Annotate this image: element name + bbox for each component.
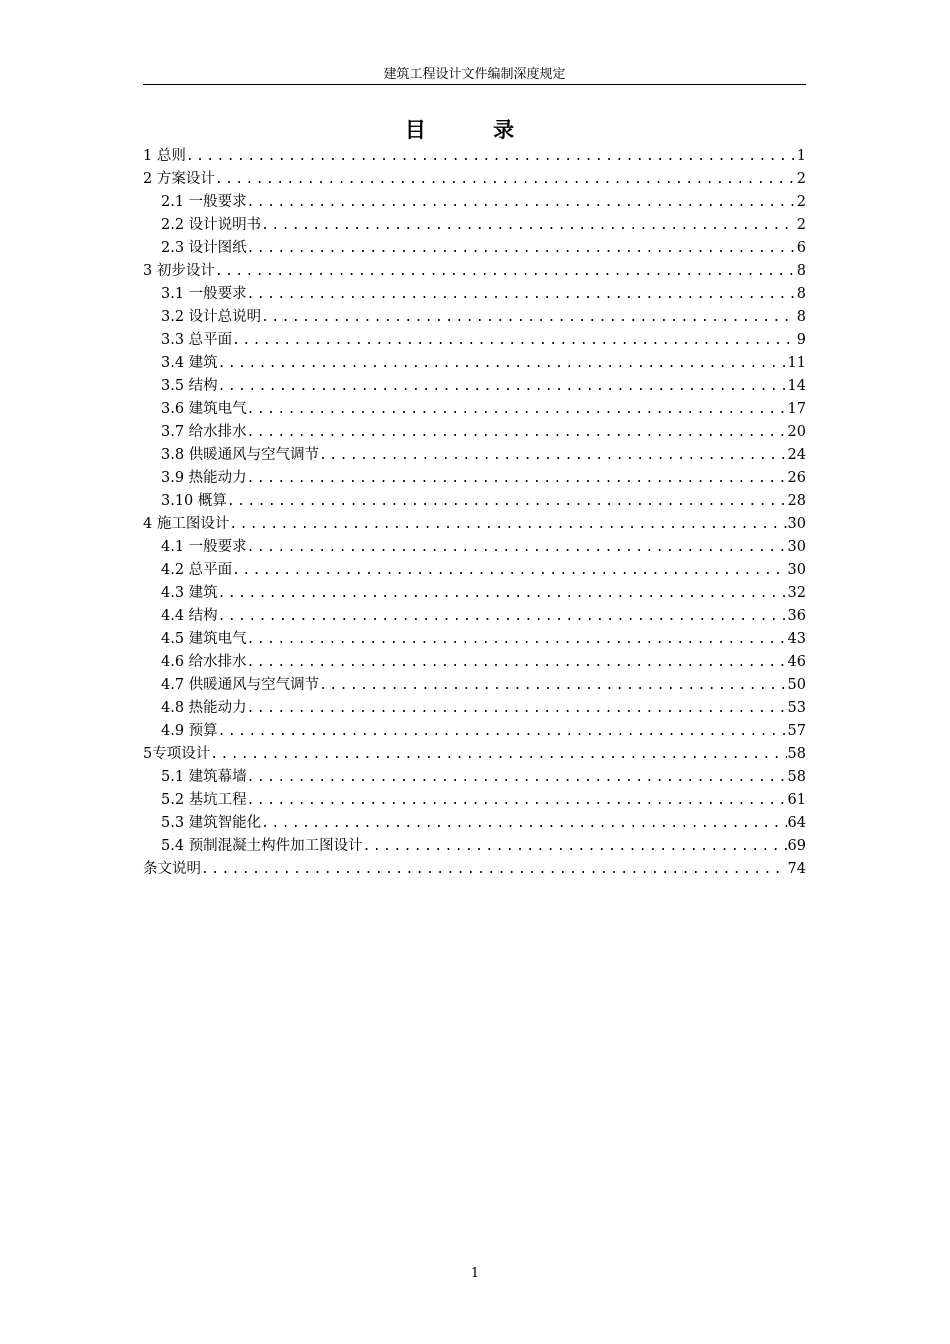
toc-entry-label: 3.5 结构 <box>161 378 218 394</box>
page-number: 1 <box>470 1266 480 1281</box>
toc-entry-label: 4.4 结构 <box>161 608 218 624</box>
toc-entry[interactable] <box>143 260 806 283</box>
toc-entry[interactable] <box>143 812 806 835</box>
table-of-contents <box>143 145 806 881</box>
toc-entry-page: 58 <box>787 746 806 762</box>
toc-entry-label: 4 施工图设计 <box>143 516 230 532</box>
toc-entry[interactable] <box>143 605 806 628</box>
toc-entry-page: 11 <box>787 355 806 371</box>
toc-entry-label: 3.2 设计总说明 <box>161 309 262 325</box>
toc-entry-page: 30 <box>787 516 806 532</box>
toc-entry[interactable] <box>143 168 806 191</box>
toc-entry-page: 2 <box>796 194 806 210</box>
toc-dot-leader <box>247 191 796 214</box>
toc-entry-page: 69 <box>787 838 806 854</box>
toc-entry[interactable] <box>143 513 806 536</box>
toc-dot-leader <box>218 582 787 605</box>
toc-dot-leader <box>319 444 786 467</box>
toc-dot-leader <box>201 858 787 881</box>
toc-entry[interactable] <box>143 306 806 329</box>
toc-entry-label: 5专项设计 <box>143 746 211 762</box>
toc-dot-leader <box>215 260 796 283</box>
toc-entry-label: 5.3 建筑智能化 <box>161 815 262 831</box>
toc-entry-page: 20 <box>787 424 806 440</box>
toc-dot-leader <box>247 398 787 421</box>
toc-dot-leader <box>247 421 787 444</box>
toc-entry-page: 9 <box>796 332 806 348</box>
toc-entry-label: 2.2 设计说明书 <box>161 217 262 233</box>
toc-dot-leader <box>363 835 787 858</box>
toc-entry-page: 17 <box>787 401 806 417</box>
toc-entry-page: 2 <box>796 217 806 233</box>
toc-entry-label: 4.5 建筑电气 <box>161 631 247 647</box>
toc-dot-leader <box>227 490 787 513</box>
toc-entry-page: 50 <box>787 677 806 693</box>
toc-entry-label: 4.9 预算 <box>161 723 218 739</box>
toc-entry-page: 28 <box>787 493 806 509</box>
toc-entry-label: 5.1 建筑幕墙 <box>161 769 247 785</box>
toc-entry[interactable] <box>143 214 806 237</box>
toc-entry-label: 3 初步设计 <box>143 263 215 279</box>
toc-dot-leader <box>232 329 796 352</box>
toc-entry-page: 8 <box>796 286 806 302</box>
toc-dot-leader <box>247 628 787 651</box>
toc-entry-label: 4.3 建筑 <box>161 585 218 601</box>
toc-entry-page: 8 <box>796 309 806 325</box>
toc-dot-leader <box>218 605 787 628</box>
toc-dot-leader <box>247 789 787 812</box>
toc-entry[interactable] <box>143 352 806 375</box>
toc-entry[interactable] <box>143 536 806 559</box>
toc-entry-page: 57 <box>787 723 806 739</box>
toc-entry[interactable] <box>143 858 806 881</box>
toc-entry[interactable] <box>143 766 806 789</box>
toc-dot-leader <box>210 743 786 766</box>
toc-entry-page: 14 <box>787 378 806 394</box>
toc-entry-label: 4.6 给水排水 <box>161 654 247 670</box>
running-header: 建筑工程设计文件编制深度规定 <box>143 66 806 85</box>
toc-entry-label: 3.4 建筑 <box>161 355 218 371</box>
toc-entry[interactable] <box>143 329 806 352</box>
toc-entry-page: 26 <box>787 470 806 486</box>
toc-entry-page: 2 <box>796 171 806 187</box>
toc-dot-leader <box>218 720 787 743</box>
toc-dot-leader <box>229 513 786 536</box>
toc-entry-page: 58 <box>787 769 806 785</box>
toc-entry-page: 6 <box>796 240 806 256</box>
toc-entry-page: 32 <box>787 585 806 601</box>
toc-entry[interactable] <box>143 145 806 168</box>
toc-dot-leader <box>247 467 787 490</box>
toc-dot-leader <box>218 352 787 375</box>
toc-entry-label: 3.7 给水排水 <box>161 424 247 440</box>
toc-entry[interactable] <box>143 720 806 743</box>
toc-entry[interactable] <box>143 651 806 674</box>
toc-entry-page: 53 <box>787 700 806 716</box>
toc-entry[interactable] <box>143 398 806 421</box>
toc-dot-leader <box>186 145 796 168</box>
toc-entry-page: 8 <box>796 263 806 279</box>
toc-entry-label: 4.1 一般要求 <box>161 539 247 555</box>
toc-dot-leader <box>247 237 796 260</box>
toc-dot-leader <box>247 697 787 720</box>
toc-entry-label: 5.4 预制混凝土构件加工图设计 <box>161 838 363 854</box>
toc-entry-label: 2.1 一般要求 <box>161 194 247 210</box>
toc-dot-leader <box>261 306 796 329</box>
toc-entry-label: 2 方案设计 <box>143 171 215 187</box>
toc-dot-leader <box>261 812 786 835</box>
toc-entry-label: 3.1 一般要求 <box>161 286 247 302</box>
toc-entry-label: 4.7 供暖通风与空气调节 <box>161 677 320 693</box>
toc-entry[interactable] <box>143 490 806 513</box>
toc-entry-label: 4.8 热能动力 <box>161 700 247 716</box>
toc-entry[interactable] <box>143 421 806 444</box>
toc-entry[interactable] <box>143 467 806 490</box>
toc-entry-page: 30 <box>787 539 806 555</box>
toc-entry[interactable] <box>143 559 806 582</box>
toc-entry-label: 5.2 基坑工程 <box>161 792 247 808</box>
toc-dot-leader <box>261 214 796 237</box>
toc-entry[interactable] <box>143 835 806 858</box>
toc-entry-label: 4.2 总平面 <box>161 562 233 578</box>
toc-entry-page: 36 <box>787 608 806 624</box>
toc-dot-leader <box>247 283 796 306</box>
toc-entry[interactable] <box>143 375 806 398</box>
toc-dot-leader <box>247 536 787 559</box>
toc-entry-label: 3.8 供暖通风与空气调节 <box>161 447 320 463</box>
toc-entry-label: 3.9 热能动力 <box>161 470 247 486</box>
toc-entry-label: 2.3 设计图纸 <box>161 240 247 256</box>
toc-entry[interactable] <box>143 582 806 605</box>
toc-dot-leader <box>232 559 786 582</box>
toc-entry[interactable] <box>143 674 806 697</box>
toc-entry-label: 1 总则 <box>143 148 186 164</box>
toc-entry[interactable] <box>143 789 806 812</box>
toc-entry-page: 64 <box>787 815 806 831</box>
toc-dot-leader <box>247 766 787 789</box>
toc-dot-leader <box>247 651 787 674</box>
toc-entry-label: 条文说明 <box>143 861 201 877</box>
toc-entry-page: 30 <box>787 562 806 578</box>
toc-entry[interactable] <box>143 283 806 306</box>
toc-entry-label: 3.10 概算 <box>161 493 227 509</box>
toc-entry[interactable] <box>143 237 806 260</box>
toc-entry[interactable] <box>143 697 806 720</box>
toc-entry-page: 24 <box>787 447 806 463</box>
toc-entry[interactable] <box>143 191 806 214</box>
toc-entry[interactable] <box>143 628 806 651</box>
toc-entry-page: 61 <box>787 792 806 808</box>
toc-entry-page: 74 <box>787 861 806 877</box>
toc-entry-page: 43 <box>787 631 806 647</box>
toc-dot-leader <box>319 674 786 697</box>
toc-dot-leader <box>215 168 796 191</box>
toc-entry-label: 3.3 总平面 <box>161 332 233 348</box>
toc-entry-label: 3.6 建筑电气 <box>161 401 247 417</box>
toc-entry-page: 46 <box>787 654 806 670</box>
toc-dot-leader <box>218 375 787 398</box>
toc-entry-page: 1 <box>796 148 806 164</box>
toc-entry[interactable] <box>143 444 806 467</box>
toc-entry[interactable] <box>143 743 806 766</box>
toc-title: 目 录 <box>404 118 545 142</box>
